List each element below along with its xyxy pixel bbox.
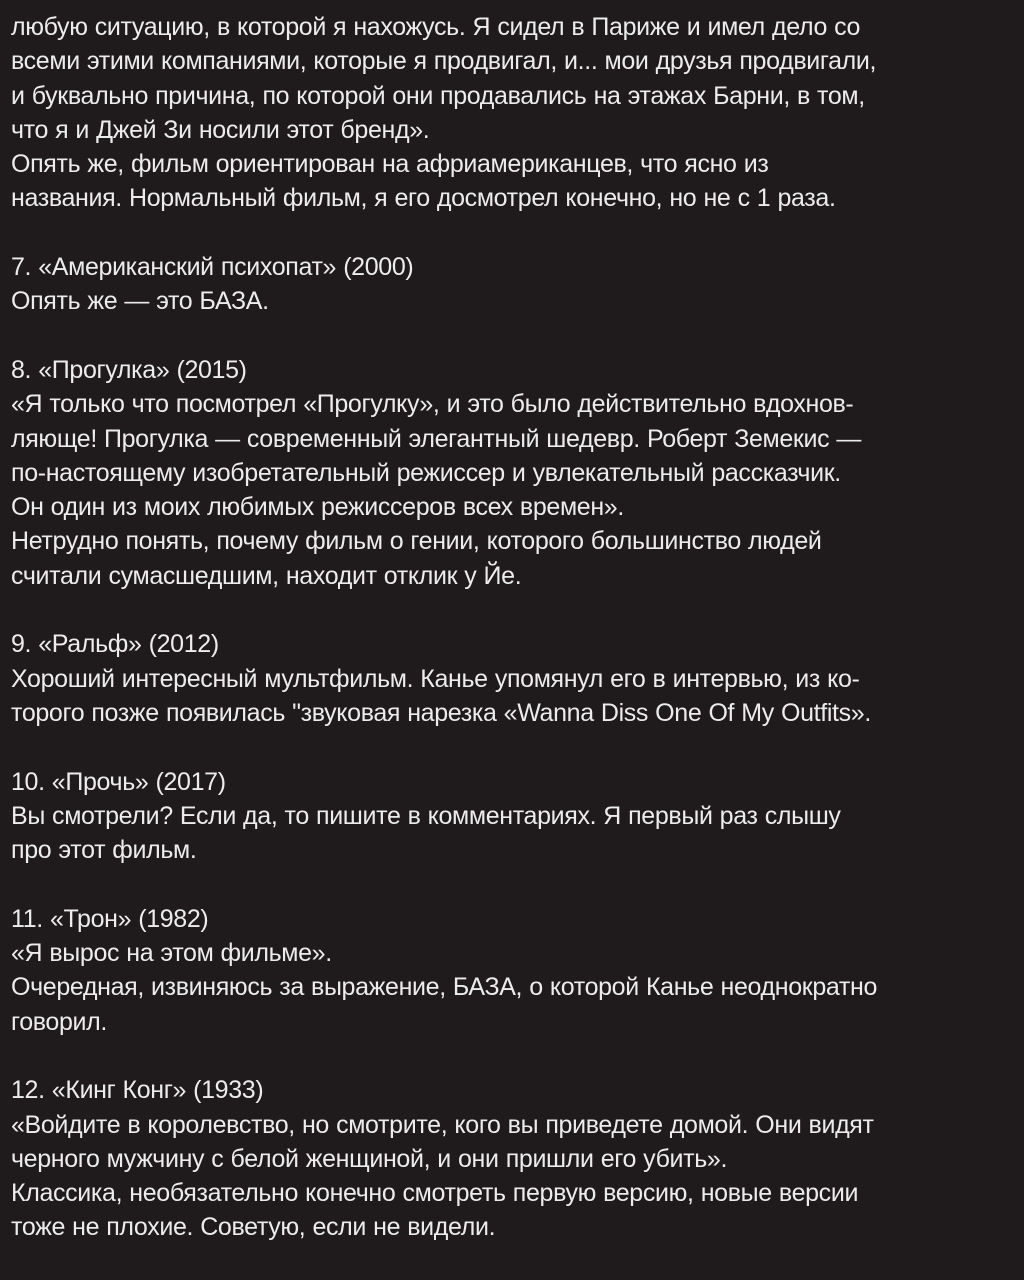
entry-line: Он один из моих любимых режиссеров всех времен». <box>11 493 624 522</box>
entry-heading: 8. «Прогулка» (2015) <box>11 355 247 384</box>
entry-heading: 9. «Ральф» (2012) <box>11 630 219 659</box>
intro-line: названия. Нормальный фильм, я его досмотрел конечно, но не с 1 раза. <box>11 184 836 213</box>
entry-line: Нетрудно понять, почему фильм о гении, которого большинство людей <box>11 527 822 556</box>
entry-line: ляюще! Прогулка — современный элегантный шедевр. Роберт Земекис — <box>11 424 861 453</box>
entry-american-psycho <box>11 250 1014 319</box>
entry-line: про этот фильм. <box>11 836 197 865</box>
entry-line: Опять же — это БАЗА. <box>11 287 269 316</box>
entry-line: «Войдите в королевство, но смотрите, кого вы приведете домой. Они видят <box>11 1110 874 1139</box>
intro-line: Опять же, фильм ориентирован на африамериканцев, что ясно из <box>11 150 769 179</box>
paragraph-gap <box>11 1039 1014 1073</box>
entry-king-kong <box>11 1073 1014 1244</box>
entry-line: говорил. <box>11 1007 107 1036</box>
entry-tron <box>11 902 1014 1039</box>
paragraph-gap <box>11 730 1014 764</box>
entry-line: «Я вырос на этом фильме». <box>11 939 332 968</box>
paragraph-gap <box>11 593 1014 627</box>
entry-line: Очередная, извиняюсь за выражение, БАЗА, о которой Канье неоднократно <box>11 973 878 1002</box>
entry-line: торого позже появилась "звуковая нарезка «Wanna Diss One Of My Outfits». <box>11 698 871 727</box>
entry-heading: 11. «Трон» (1982) <box>11 904 209 933</box>
entry-line: тоже не плохие. Советую, если не видели. <box>11 1213 496 1242</box>
intro-paragraph <box>11 10 1014 216</box>
entry-line: Классика, необязательно конечно смотреть первую версию, новые версии <box>11 1179 859 1208</box>
entry-heading: 12. «Кинг Конг» (1933) <box>11 1076 264 1105</box>
intro-line: и буквально причина, по которой они продавались на этажах Барни, в том, <box>11 81 865 110</box>
intro-line: всеми этими компаниями, которые я продвигал, и... мои друзья продвигали, <box>11 47 877 76</box>
entry-line: считали сумасшедшим, находит отклик у Йе. <box>11 561 522 590</box>
entry-line: Вы смотрели? Если да, то пишите в комментариях. Я первый раз слышу <box>11 801 841 830</box>
entry-line: «Я только что посмотрел «Прогулку», и это было действительно вдохнов- <box>11 390 854 419</box>
entry-line: черного мужчину с белой женщиной, и они пришли его убить». <box>11 1144 728 1173</box>
entry-get-out <box>11 765 1014 868</box>
entry-heading: 10. «Прочь» (2017) <box>11 767 226 796</box>
paragraph-gap <box>11 216 1014 250</box>
paragraph-gap <box>11 319 1014 353</box>
intro-line: что я и Джей Зи носили этот бренд». <box>11 115 430 144</box>
entry-wreck-it-ralph <box>11 627 1014 730</box>
intro-line: любую ситуацию, в которой я нахожусь. Я сидел в Париже и имел дело со <box>11 13 861 41</box>
entry-the-walk <box>11 353 1014 593</box>
entry-line: по-настоящему изобретательный режиссер и увлекательный рассказчик. <box>11 458 841 487</box>
paragraph-gap <box>11 867 1014 901</box>
entry-line: Хороший интересный мультфильм. Канье упомянул его в интервью, из ко- <box>11 664 860 693</box>
entry-heading: 7. «Американский психопат» (2000) <box>11 253 414 282</box>
